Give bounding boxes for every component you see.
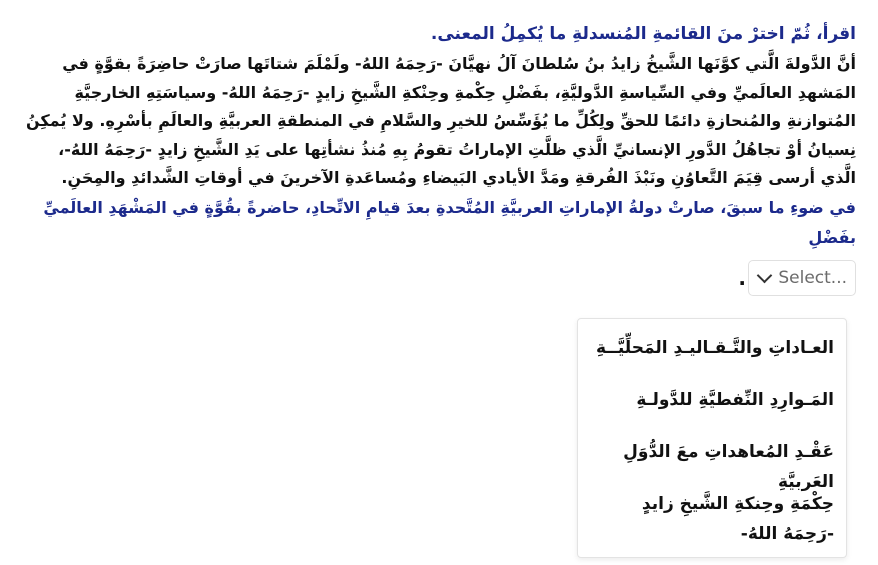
prompt-text: في ضوءِ ما سبقَ، صارتْ دولةُ الإماراتِ العربيَّةِ المُتَّحدةِ بعدَ قيامِ الاتِّحادِ، حاضرةً بقُوَّةٍ في المَشْهَدِ العالَميِّ بفَضْلِ — [43, 197, 856, 247]
sentence-period: . — [738, 265, 746, 290]
select-placeholder: Select... — [778, 267, 847, 288]
answer-line — [20, 259, 856, 297]
instruction-text: اقرأ، ثُمّ اخترْ منَ القائمةِ المُنسدلةِ ما يُكمِلُ المعنى. — [430, 24, 856, 44]
select-dropdown-menu — [577, 318, 847, 558]
question-block — [20, 18, 856, 297]
passage-text: أنَّ الدَّولةَ الَّتي كوَّنَها الشَّيخُ زايدُ بنُ سُلطانَ آلُ نهيَّانَ -رَحِمَهُ اللهُ- ولَمْلَمَ شتاتَها صارَتْ حاضِرَةً بقوَّةٍ في المَشهدِ العالَميِّ وفي السِّياسةِ الدَّوليَّةِ، بفَضْلِ حِكْمةِ وحِنْكةِ الشَّيخِ زايدٍ -رَحِمَهُ اللهُ- وسياسَتِهِ الخارجيَّةِ المُتوازنةِ والمُنحازةِ دائمًا للحقِّ ولِكُلِّ ما يُؤَسِّسُ للخيرِ والسَّلامِ في المنطقةِ العربيَّةِ والعالَمِ بأسْرِهِ. ولا يُمكِنُ نِسيانُ أوْ تجاهُلُ الدَّورِ الإنسانيِّ الَّذي ظلَّتِ الإماراتُ تقومُ بِهِ مُنذُ نشأتِها على يَدِ الشَّيخِ زايدٍ -رَحِمَهُ اللهُ-، الَّذي أرسى قِيَمَ التَّعاوُنِ ونَبْذَ الفُرقةِ ومَدَّ الأيادي البَيضاءِ ومُساعَدةِ الآخرينَ في أوقاتِ الشَّدائدِ والمِحَنِ. — [25, 54, 856, 187]
select-option[interactable]: عَقْـدِ المُعاهداتِ معَ الدُّوَلِ العَربيَّةِ — [623, 442, 834, 492]
select-option[interactable]: حِكْمَةِ وحِنكةِ الشَّيخِ زايدٍ -رَحِمَهُ اللهُ- — [641, 494, 834, 544]
chevron-down-icon[interactable] — [757, 267, 773, 283]
answer-select[interactable] — [748, 260, 856, 296]
select-option[interactable]: المَـوارِدِ النِّفطيَّةِ للدَّولـةِ — [636, 390, 834, 410]
select-option[interactable]: العـاداتِ والتَّـقـاليـدِ المَحلِّيَّــةِ — [595, 338, 834, 358]
